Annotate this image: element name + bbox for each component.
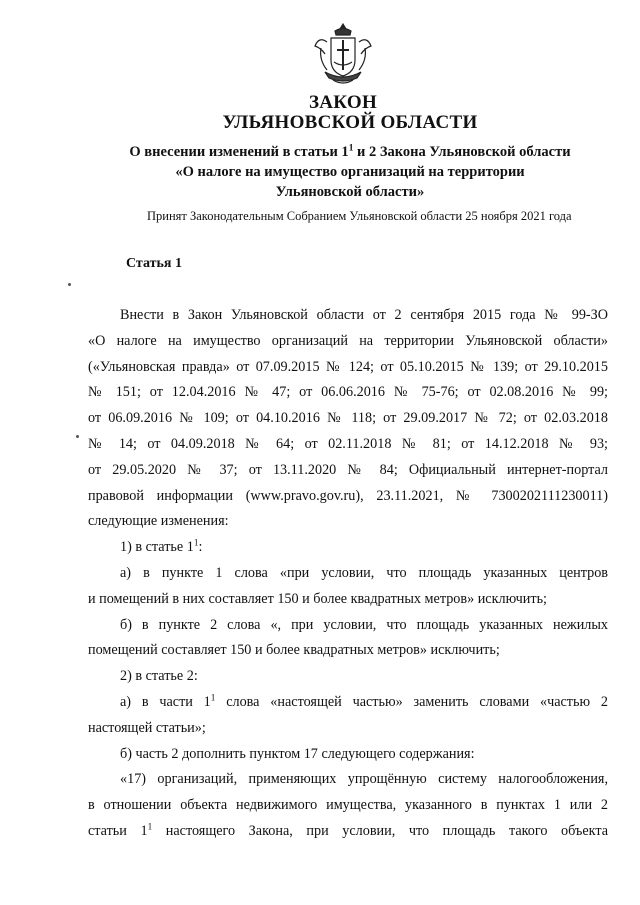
subtitle-line-1: О внесении изменений в статьи $1^1$ и 2 Закона Ульяновской области [129, 143, 571, 160]
item-2a-line: настоящей статьи»; [88, 719, 206, 736]
item-17-line: «17) организаций, применяющих упрощённую систему налогообложения, [120, 771, 608, 788]
subtitle-line-3: Ульяновской области» [275, 184, 425, 200]
body-line: Внести в Закон Ульяновской области от 2 сентября 2015 года № 99-ЗО [120, 307, 608, 323]
scan-speck [68, 283, 71, 286]
subtitle-line-2: «О налоге на имущество организаций на территории [175, 164, 525, 180]
item-2b: б) часть 2 дополнить пунктом 17 следующего содержания: [120, 745, 475, 762]
item-1b-line: б) в пункте 2 слова «, при условии, что площадь указанных нежилых [120, 616, 608, 633]
article-heading: Статья 1 [126, 256, 182, 271]
item-1: 1) в статье $1^1$: [120, 537, 203, 556]
scan-speck [76, 435, 79, 438]
article-body [88, 303, 608, 845]
body-line: № 151; от 12.04.2016 № 47; от 06.06.2016 № 75-76; от 02.08.2016 № 99; [88, 384, 608, 401]
item-2: 2) в статье 2: [120, 668, 198, 685]
law-title: ЗАКОН [308, 92, 378, 113]
body-line: от 29.05.2020 № 37; от 13.11.2020 № 84; Официальный интернет-портал [88, 461, 608, 478]
body-line: («Ульяновская правда» от 07.09.2015 № 124; от 05.10.2015 № 139; от 29.10.2015 [88, 358, 608, 375]
item-17-line: в отношении объекта недвижимого имущества, указанного в пунктах 1 или 2 [88, 797, 608, 814]
item-2a-line: а) в части $1^1$ слова «настоящей частью» заменить словами «частью 2 [120, 692, 608, 710]
law-subtitle [100, 142, 600, 202]
item-1b-line: помещений составляет 150 и более квадратных метров» исключить; [88, 642, 500, 659]
item-1a-line: а) в пункте 1 слова «при условии, что площадь указанных центров [120, 564, 608, 581]
body-line: № 14; от 04.09.2018 № 64; от 02.11.2018 № 81; от 14.12.2018 № 93; [88, 435, 608, 452]
item-17-line: статьи $1^1$ настоящего Закона, при условии, что площадь такого объекта [88, 821, 609, 839]
adoption-note: Принят Законодательным Собранием Ульяновской области 25 ноября 2021 года [147, 209, 572, 223]
body-line: от 06.09.2016 № 109; от 04.10.2016 № 118; от 29.09.2017 № 72; от 02.03.2018 [88, 410, 608, 427]
region-title: УЛЬЯНОВСКОЙ ОБЛАСТИ [222, 112, 478, 133]
body-line: следующие изменения: [88, 513, 229, 530]
item-1a-line: и помещений в них составляет 150 и более квадратных метров» исключить; [88, 590, 547, 607]
coat-of-arms-emblem [313, 22, 373, 88]
body-line: правовой информации (www.pravo.gov.ru), 23.11.2021, № 7300202111230011) [88, 487, 608, 504]
body-line: «О налоге на имущество организаций на территории Ульяновской области» [88, 332, 608, 349]
